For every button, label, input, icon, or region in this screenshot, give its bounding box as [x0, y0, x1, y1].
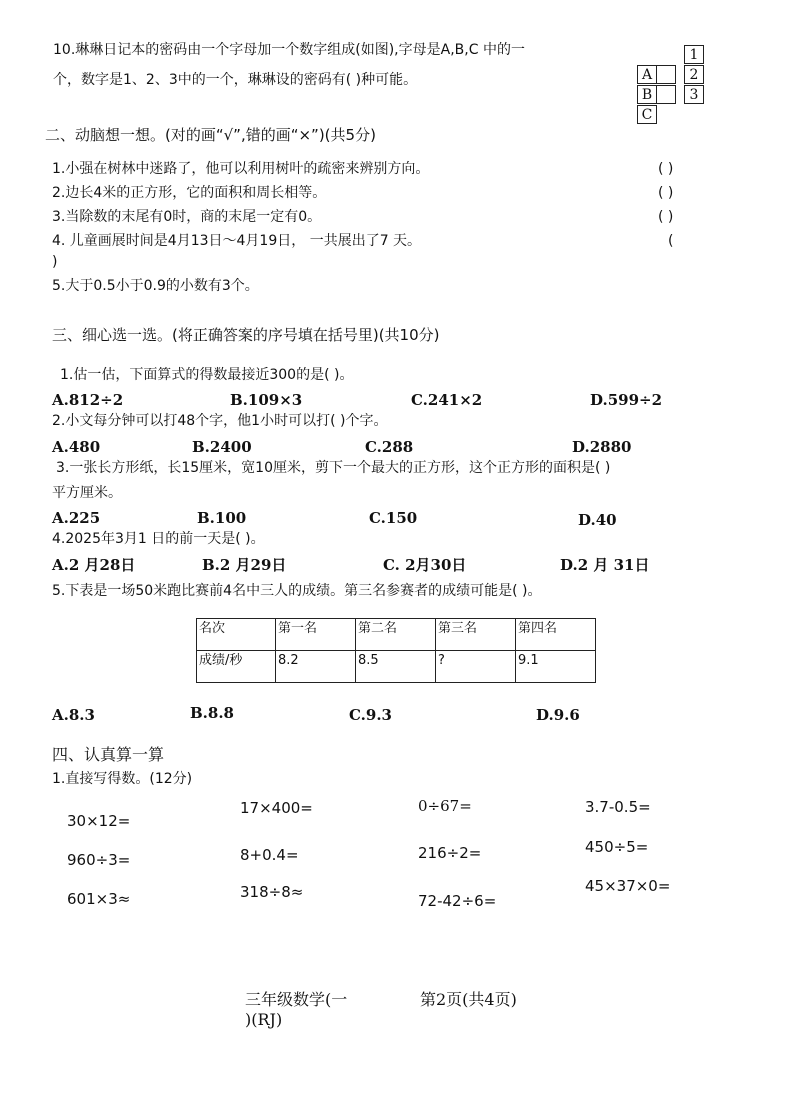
- password-grid-figure: [637, 45, 707, 125]
- grid-number-2: 2: [684, 65, 704, 84]
- s2-item-5: 5.大于0.5小于0.9的小数有3个。: [52, 278, 259, 294]
- s2-item-4-answer-close[interactable]: ): [52, 254, 58, 270]
- calc-item[interactable]: 601×3≈: [67, 890, 131, 908]
- calc-item[interactable]: 72-42÷6=: [418, 892, 497, 910]
- s2-item-2-answer[interactable]: ( ): [658, 185, 674, 201]
- footer-grade-cont: )(RJ): [245, 1010, 283, 1029]
- s2-item-4-answer-open[interactable]: (: [668, 233, 674, 249]
- s3-q5-option-b[interactable]: B.8.8: [190, 704, 234, 722]
- table-cell: 9.1: [516, 651, 596, 683]
- grid-letter-a: A: [637, 65, 657, 84]
- table-cell: 成绩/秒: [197, 651, 276, 683]
- calc-item[interactable]: 30×12=: [67, 812, 131, 830]
- s2-item-3-answer[interactable]: ( ): [658, 209, 674, 225]
- s3-q3-option-d[interactable]: D.40: [578, 511, 617, 529]
- grid-letter-b: B: [637, 85, 657, 104]
- footer-grade: 三年级数学(一: [245, 990, 348, 1009]
- s2-item-2: 2.边长4米的正方形，它的面积和周长相等。: [52, 185, 327, 201]
- s3-q2-option-d[interactable]: D.2880: [572, 438, 632, 456]
- s3-q4-option-d[interactable]: D.2 月 31日: [560, 556, 650, 574]
- s3-q2-option-c[interactable]: C.288: [365, 438, 414, 456]
- calc-item[interactable]: 17×400=: [240, 799, 313, 817]
- table-row: [197, 651, 596, 683]
- s3-q1-text: 1.估一估，下面算式的得数最接近300的是( )。: [60, 367, 354, 383]
- table-header-cell: 第一名: [276, 619, 356, 651]
- calc-item[interactable]: 0÷67=: [418, 797, 472, 815]
- calc-item[interactable]: 8+0.4=: [240, 846, 299, 864]
- table-header-cell: 第三名: [436, 619, 516, 651]
- calc-item[interactable]: 318÷8≈: [240, 883, 304, 901]
- s3-q1-option-a[interactable]: A.812÷2: [52, 391, 124, 409]
- section2-title: 二、动脑想一想。(对的画“√”,错的画“×”)(共5分): [45, 126, 376, 144]
- table-cell: ?: [436, 651, 516, 683]
- s3-q1-option-b[interactable]: B.109×3: [230, 391, 303, 409]
- s3-q3-text: 3.一张长方形纸，长15厘米，宽10厘米，剪下一个最大的正方形，这个正方形的面积是( ): [56, 460, 611, 476]
- s3-q1-option-d[interactable]: D.599÷2: [590, 391, 663, 409]
- s3-q3-text-cont: 平方厘米。: [52, 485, 122, 501]
- s3-q4-option-b[interactable]: B.2 月29日: [202, 556, 287, 574]
- grid-number-3: 3: [684, 85, 704, 104]
- q10-text-line2: 个，数字是1、2、3中的一个，琳琳设的密码有( )种可能。: [53, 72, 418, 88]
- calc-item[interactable]: 450÷5=: [585, 838, 649, 856]
- s3-q5-option-a[interactable]: A.8.3: [52, 706, 95, 724]
- table-cell: 8.2: [276, 651, 356, 683]
- s2-item-4: 4. 儿童画展时间是4月13日～4月19日， 一共展出了7 天。: [52, 233, 422, 249]
- table-header-cell: 第二名: [356, 619, 436, 651]
- s3-q3-option-a[interactable]: A.225: [52, 509, 101, 527]
- s3-q2-text: 2.小文每分钟可以打48个字，他1小时可以打( )个字。: [52, 413, 388, 429]
- section3-title: 三、细心选一选。(将正确答案的序号填在括号里)(共10分): [52, 326, 440, 344]
- s2-item-3: 3.当除数的末尾有0时，商的末尾一定有0。: [52, 209, 322, 225]
- s3-q5-text: 5.下表是一场50米跑比赛前4名中三人的成绩。第三名参赛者的成绩可能是( )。: [52, 583, 542, 599]
- grid-blank-bottom: [656, 85, 676, 104]
- table-header-cell: 名次: [197, 619, 276, 651]
- s2-item-1-answer[interactable]: ( ): [658, 161, 674, 177]
- table-header-row: [197, 619, 596, 651]
- s3-q2-option-a[interactable]: A.480: [52, 438, 101, 456]
- s3-q4-option-a[interactable]: A.2 月28日: [52, 556, 136, 574]
- section4-subtitle: 1.直接写得数。(12分): [52, 771, 193, 787]
- s3-q3-option-c[interactable]: C.150: [369, 509, 418, 527]
- grid-letter-c: C: [637, 105, 657, 124]
- s3-q4-option-c[interactable]: C. 2月30日: [383, 556, 467, 574]
- table-cell: 8.5: [356, 651, 436, 683]
- race-results-table: [196, 618, 596, 683]
- s2-item-1: 1.小强在树林中迷路了，他可以利用树叶的疏密来辨别方向。: [52, 161, 430, 177]
- s3-q5-option-c[interactable]: C.9.3: [349, 706, 392, 724]
- calc-item[interactable]: 960÷3=: [67, 851, 131, 869]
- s3-q4-text: 4.2025年3月1 日的前一天是( )。: [52, 531, 265, 547]
- calc-item[interactable]: 45×37×0=: [585, 877, 671, 895]
- s3-q3-option-b[interactable]: B.100: [197, 509, 247, 527]
- s3-q1-option-c[interactable]: C.241×2: [411, 391, 483, 409]
- grid-number-1: 1: [684, 45, 704, 64]
- grid-blank-top: [656, 65, 676, 84]
- footer-page-number: 第2页(共4页): [420, 990, 517, 1009]
- calc-item[interactable]: 3.7-0.5=: [585, 798, 651, 816]
- s3-q2-option-b[interactable]: B.2400: [192, 438, 252, 456]
- table-header-cell: 第四名: [516, 619, 596, 651]
- section4-title: 四、认真算一算: [52, 745, 165, 764]
- s3-q5-option-d[interactable]: D.9.6: [536, 706, 580, 724]
- calc-item[interactable]: 216÷2=: [418, 844, 482, 862]
- q10-text-line1: 10.琳琳日记本的密码由一个字母加一个数字组成(如图),字母是A,B,C 中的一: [53, 42, 525, 58]
